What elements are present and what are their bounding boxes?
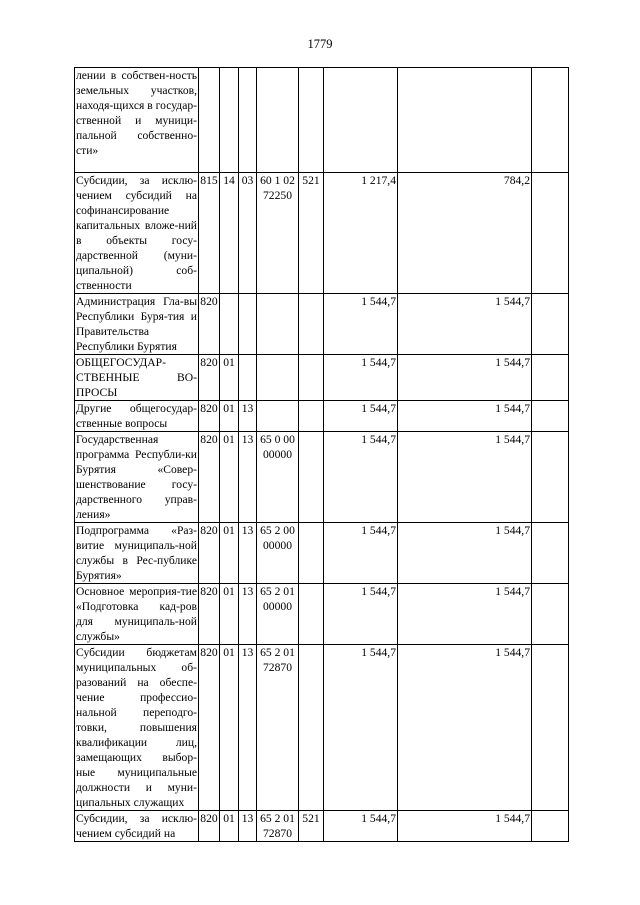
sum2-cell: 784,2 (398, 173, 532, 294)
pr-cell: 13 (239, 401, 257, 432)
csr-line-2: 72870 (263, 827, 292, 840)
csr-cell (257, 173, 299, 294)
gr-cell: 815 (199, 173, 220, 294)
vr-cell (299, 355, 324, 401)
row-name-cell: лении в собствен-ность земельных участков, находя-щихся в государ-ственной и муници-пальной собственно-сти» (75, 68, 199, 173)
sum3-cell (532, 811, 569, 842)
gr-cell: 820 (199, 401, 220, 432)
gr-cell: 820 (199, 355, 220, 401)
csr-cell (257, 811, 299, 842)
pr-cell: 13 (239, 432, 257, 523)
page-number: 1779 (307, 37, 333, 51)
table-row (75, 432, 569, 523)
table-row (75, 645, 569, 811)
budget-table-body (75, 68, 569, 842)
table-row (75, 523, 569, 584)
table-row (75, 401, 569, 432)
pr-cell: 13 (239, 584, 257, 645)
row-name-cell: Субсидии, за исклю-чением субсидий на софинансирование капитальных вложе-ний в объекты госу-дарственной (муни-ципальной) соб-ственности (76, 174, 197, 292)
rz-cell: 01 (220, 811, 239, 842)
row-name-cell: Другие общегосудар-ственные вопросы (76, 402, 197, 430)
gr-cell: 820 (199, 584, 220, 645)
pr-cell: 13 (239, 645, 257, 811)
sum1-cell: 1 544,7 (324, 294, 398, 355)
pr-cell (239, 294, 257, 355)
sum3-cell (532, 401, 569, 432)
sum1-cell: 1 544,7 (324, 811, 398, 842)
rz-cell: 01 (220, 645, 239, 811)
gr-cell: 820 (199, 294, 220, 355)
row-name-cell: ОБЩЕГОСУДАР-СТВЕННЫЕ ВО-ПРОСЫ (76, 356, 197, 399)
sum2-cell: 1 544,7 (398, 294, 532, 355)
table-row (75, 294, 569, 355)
sum3-cell (532, 68, 569, 173)
csr-cell (257, 401, 299, 432)
sum1-cell: 1 544,7 (324, 645, 398, 811)
vr-cell (299, 294, 324, 355)
sum1-cell: 1 544,7 (324, 355, 398, 401)
sum3-cell (532, 294, 569, 355)
pr-cell: 03 (239, 173, 257, 294)
csr-line-1: 65 2 01 (260, 646, 295, 659)
rz-cell: 01 (220, 523, 239, 584)
vr-cell (299, 645, 324, 811)
row-name-cell: Подпрограмма «Раз-витие муниципаль-ной службы в Рес-публике Бурятия» (76, 524, 197, 582)
sum2-cell: 1 544,7 (398, 584, 532, 645)
row-name-cell: Администрация Гла-вы Республики Буря-тия и Правительства Республики Бурятия (76, 295, 197, 353)
csr-cell (257, 523, 299, 584)
row-name-cell: Субсидии, за исклю-чением субсидий на (76, 812, 197, 840)
row-name-cell: Основное мероприя-тие «Подготовка кад-ров для муниципаль-ной службы» (76, 585, 197, 643)
gr-cell: 820 (199, 811, 220, 842)
vr-cell (299, 68, 324, 173)
csr-cell (257, 68, 299, 173)
vr-cell (299, 432, 324, 523)
sum2-cell: 1 544,7 (398, 401, 532, 432)
gr-cell: 820 (199, 432, 220, 523)
sum1-cell (324, 68, 398, 173)
rz-cell: 14 (220, 173, 239, 294)
rz-cell: 01 (220, 584, 239, 645)
vr-cell (299, 523, 324, 584)
sum1-cell: 1 544,7 (324, 523, 398, 584)
rz-cell (220, 68, 239, 173)
sum3-cell (532, 523, 569, 584)
vr-cell (299, 401, 324, 432)
row-name-cell: Государственная программа Республи-ки Бурятия «Совер-шенствование госу-дарственного управ-ления» (76, 433, 197, 521)
vr-cell: 521 (299, 173, 324, 294)
sum2-cell: 1 544,7 (398, 811, 532, 842)
csr-cell (257, 294, 299, 355)
csr-cell (257, 355, 299, 401)
csr-line-1: 65 2 00 (260, 524, 295, 537)
budget-table (74, 67, 569, 842)
table-row (75, 68, 569, 173)
sum2-cell: 1 544,7 (398, 355, 532, 401)
rz-cell: 01 (220, 401, 239, 432)
sum1-cell: 1 544,7 (324, 584, 398, 645)
csr-line-2: 72870 (263, 661, 292, 674)
csr-line-2: 72250 (263, 189, 292, 202)
csr-cell (257, 584, 299, 645)
sum2-cell: 1 544,7 (398, 523, 532, 584)
vr-cell (299, 584, 324, 645)
table-row (75, 355, 569, 401)
vr-cell: 521 (299, 811, 324, 842)
csr-line-1: 65 2 01 (260, 812, 295, 825)
sum3-cell (532, 355, 569, 401)
csr-line-2: 00000 (263, 448, 292, 461)
table-row (75, 584, 569, 645)
table-row (75, 173, 569, 294)
csr-line-1: 60 1 02 (260, 174, 295, 187)
sum1-cell: 1 217,4 (324, 173, 398, 294)
gr-cell (199, 68, 220, 173)
csr-cell (257, 432, 299, 523)
pr-cell (239, 355, 257, 401)
pr-cell: 13 (239, 523, 257, 584)
pr-cell: 13 (239, 811, 257, 842)
sum2-cell: 1 544,7 (398, 432, 532, 523)
rz-cell: 01 (220, 432, 239, 523)
table-row (75, 811, 569, 842)
csr-line-1: 65 0 00 (260, 433, 295, 446)
sum1-cell: 1 544,7 (324, 401, 398, 432)
sum3-cell (532, 584, 569, 645)
csr-line-2: 00000 (263, 539, 292, 552)
sum3-cell (532, 645, 569, 811)
rz-cell (220, 294, 239, 355)
sum1-cell: 1 544,7 (324, 432, 398, 523)
csr-cell (257, 645, 299, 811)
csr-line-1: 65 2 01 (260, 585, 295, 598)
pr-cell (239, 68, 257, 173)
gr-cell: 820 (199, 645, 220, 811)
sum2-cell: 1 544,7 (398, 645, 532, 811)
csr-line-2: 00000 (263, 600, 292, 613)
row-name-cell: Субсидии бюджетам муниципальных об-разований на обеспе-чение профессио-нальной переподго-товки, повышения квалификации лиц, замещающих выбор-ные муниципальные должности и муни-ципальных служащих (76, 646, 197, 809)
gr-cell: 820 (199, 523, 220, 584)
sum3-cell (532, 173, 569, 294)
rz-cell: 01 (220, 355, 239, 401)
sum2-cell (398, 68, 532, 173)
sum3-cell (532, 432, 569, 523)
